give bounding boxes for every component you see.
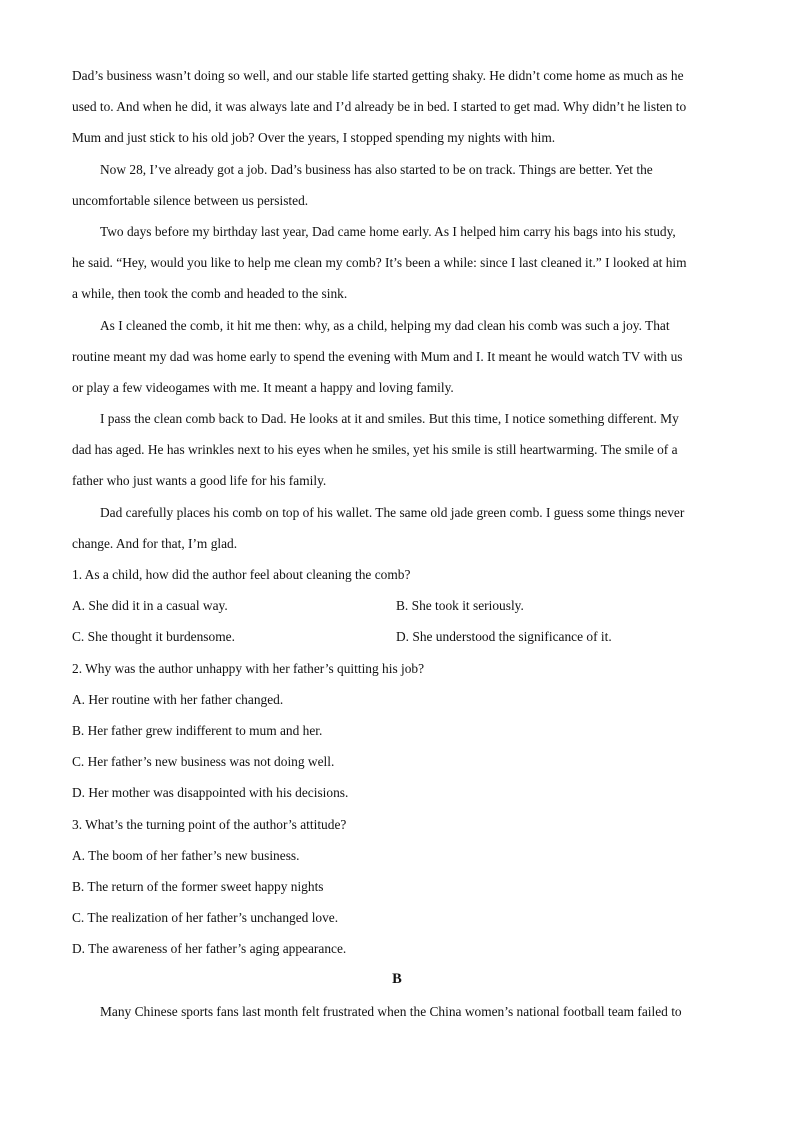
paragraph-1	[72, 60, 722, 154]
text-line: Now 28, I’ve already got a job. Dad’s business has also started to be on track. Things are better. Yet the	[100, 161, 653, 177]
option-d: D. The awareness of her father’s aging appearance.	[72, 941, 347, 957]
option-b: B. Her father grew indifferent to mum and her.	[72, 722, 323, 738]
text-line: or play a few videogames with me. It meant a happy and loving family.	[72, 379, 454, 395]
text-line: As I cleaned the comb, it hit me then: why, as a child, helping my dad clean his comb was such a joy. That	[100, 317, 670, 333]
option-a: A. The boom of her father’s new business.	[72, 847, 300, 863]
option-a: A. Her routine with her father changed.	[72, 691, 284, 707]
option-b: B. The return of the former sweet happy nights	[72, 878, 324, 894]
text-line: he said. “Hey, would you like to help me clean my comb? It’s been a while: since I last cleaned it.” I looked at him	[72, 255, 687, 271]
section-heading: B	[392, 971, 402, 988]
text-line: Many Chinese sports fans last month felt frustrated when the China women’s national football team failed to	[100, 1003, 682, 1019]
question-stem: 3. What’s the turning point of the author’s attitude?	[72, 816, 347, 832]
text-line: Dad’s business wasn’t doing so well, and our stable life started getting shaky. He didn’t come home as much as he	[72, 68, 684, 83]
question-1	[72, 559, 722, 653]
text-line: Mum and just stick to his old job? Over the years, I stopped spending my nights with him.	[72, 130, 556, 146]
question-stem: 2. Why was the author unhappy with her father’s quitting his job?	[72, 660, 425, 676]
text-line: father who just wants a good life for his family.	[72, 473, 327, 489]
option-d: D. She understood the significance of it.	[396, 629, 612, 645]
option-d: D. Her mother was disappointed with his decisions.	[72, 785, 349, 801]
text-line: Two days before my birthday last year, Dad came home early. As I helped him carry his bags into his study,	[100, 223, 676, 239]
text-line: used to. And when he did, it was always late and I’d already be in bed. I started to get mad. Why didn’t he listen to	[72, 99, 687, 115]
text-line: routine meant my dad was home early to spend the evening with Mum and I. It meant he would watch TV with us	[72, 348, 683, 364]
text-line: I pass the clean comb back to Dad. He looks at it and smiles. But this time, I notice something different. My	[100, 411, 679, 427]
paragraph-5	[72, 403, 722, 497]
option-row	[72, 621, 722, 652]
passage-b	[72, 964, 722, 1026]
paragraph-4	[72, 310, 722, 404]
question-3	[72, 809, 722, 965]
question-2	[72, 653, 722, 809]
text-line: a while, then took the comb and headed to the sink.	[72, 286, 348, 302]
option-b: B. She took it seriously.	[396, 598, 524, 614]
document-page	[72, 60, 722, 1027]
question-stem: 1. As a child, how did the author feel about cleaning the comb?	[72, 567, 411, 582]
option-row	[72, 590, 722, 621]
option-a: A. She did it in a casual way.	[72, 598, 228, 614]
paragraph-2	[72, 154, 722, 216]
text-line: Dad carefully places his comb on top of his wallet. The same old jade green comb. I guess some things never	[100, 504, 685, 520]
text-line: dad has aged. He has wrinkles next to his eyes when he smiles, yet his smile is still heartwarming. The smile of a	[72, 442, 678, 458]
option-c: C. The realization of her father’s unchanged love.	[72, 910, 339, 926]
paragraph-6	[72, 497, 722, 559]
text-line: change. And for that, I’m glad.	[72, 535, 238, 551]
paragraph-3	[72, 216, 722, 310]
option-c: C. She thought it burdensome.	[72, 629, 235, 645]
option-c: C. Her father’s new business was not doing well.	[72, 754, 335, 770]
text-line: uncomfortable silence between us persisted.	[72, 192, 309, 208]
